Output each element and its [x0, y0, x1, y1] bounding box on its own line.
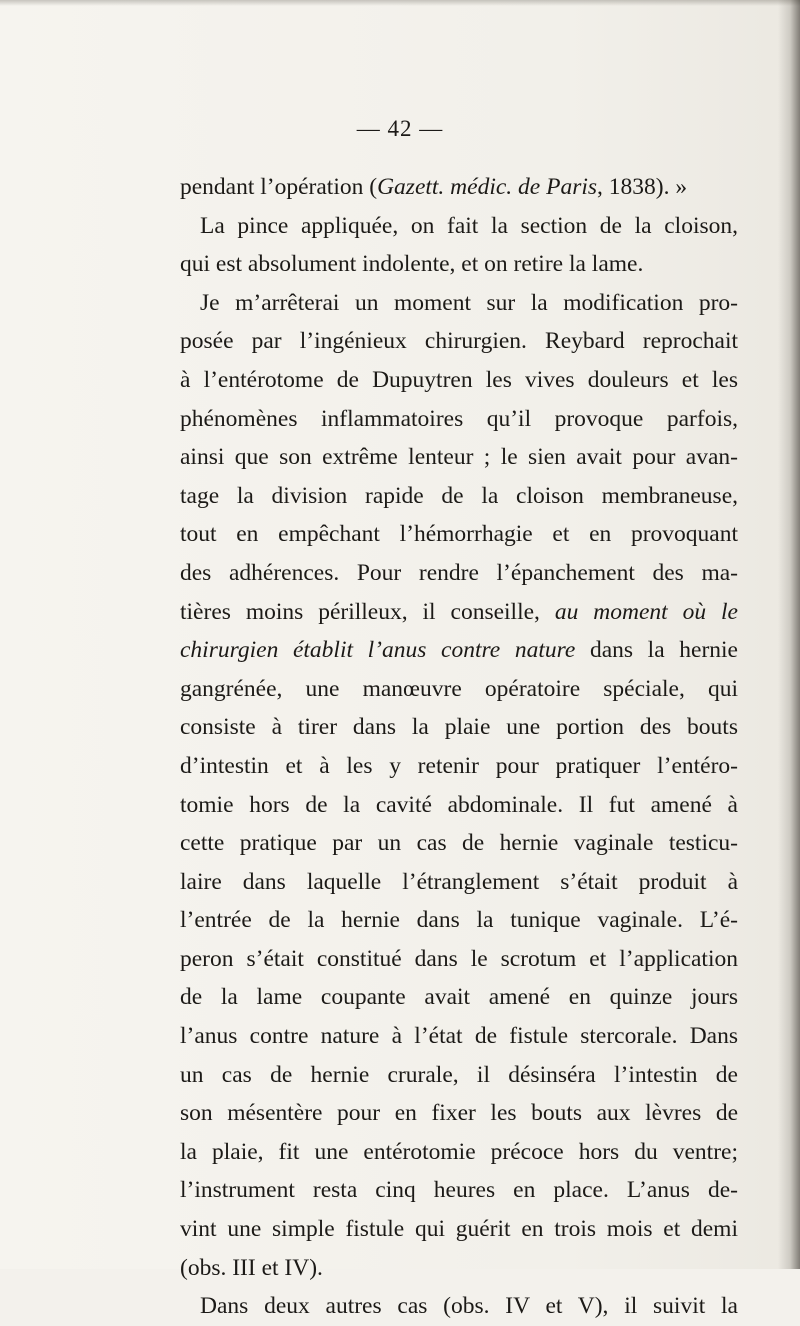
text-line [180, 786, 738, 825]
text-segment: un cas de hernie crurale, il désinséra l’intestin de [180, 1061, 738, 1088]
text-segment: Dans deux autres cas (obs. IV et V), il suivit la [200, 1293, 738, 1320]
text-segment: l’instrument resta cinq heures en place. L’anus de- [180, 1177, 738, 1204]
text-line [180, 1210, 738, 1249]
text-line [180, 940, 738, 979]
text-segment: son mésentère pour en fixer les bouts aux lèvres de [180, 1100, 738, 1127]
text-segment: posée par l’ingénieux chirurgien. Reybard reprochait [180, 328, 738, 355]
text-segment: phénomènes inflammatoires qu’il provoque parfois, [180, 405, 738, 432]
page-number-header: — 42 — [356, 116, 444, 141]
text-segment: l’anus contre nature à l’état de fistule stercorale. Dans [180, 1023, 738, 1050]
text-line [180, 284, 738, 323]
text-segment: à l’entérotome de Dupuytren les vives douleurs et les [180, 366, 738, 393]
text-segment: laire dans laquelle l’étranglement s’était produit à [180, 868, 738, 895]
text-segment: tage la division rapide de la cloison membraneuse, [180, 482, 738, 509]
text-segment: (obs. III et IV). [180, 1254, 323, 1281]
text-segment: tout en empêchant l’hémorrhagie et en provoquant [180, 521, 738, 548]
text-segment: La pince appliquée, on fait la section de la cloison, [200, 212, 738, 239]
text-line [180, 670, 738, 709]
text-line [180, 1017, 738, 1056]
text-segment: l’entrée de la hernie dans la tunique vaginale. L’é- [180, 907, 738, 934]
text-segment: tières moins périlleux, il conseille, [180, 598, 555, 625]
text-segment: pendant l’opération ( [180, 174, 378, 200]
text-segment: ainsi que son extrême lenteur ; le sien avait pour avan- [180, 444, 738, 471]
text-segment: des adhérences. Pour rendre l’épanchement des ma- [180, 559, 738, 586]
text-line [180, 515, 738, 554]
text-line [180, 400, 738, 439]
italic-text-segment: au moment où le [554, 598, 738, 625]
text-line [180, 824, 738, 863]
text-segment: peron s’était constitué dans le scrotum et l’application [180, 945, 738, 972]
text-line [180, 1133, 738, 1172]
text-line [180, 168, 738, 207]
page-binding-shadow [778, 0, 800, 1269]
text-line [180, 1094, 738, 1133]
text-line [180, 1056, 738, 1095]
text-line [180, 708, 738, 747]
text-line [180, 477, 738, 516]
text-segment: tomie hors de la cavité abdominale. Il fut amené à [180, 791, 738, 818]
italic-text-segment: Gazett. médic. de Paris [377, 174, 598, 200]
text-segment: dans la hernie [575, 637, 738, 664]
text-line [180, 593, 738, 632]
text-segment: , 1838). » [597, 174, 688, 200]
text-line [180, 1249, 738, 1288]
page-top-edge [0, 0, 800, 6]
text-segment: d’intestin et à les y retenir pour pratiquer l’entéro- [180, 752, 738, 779]
text-segment: Je m’arrêterai un moment sur la modification pro- [200, 289, 738, 316]
text-segment: de la lame coupante avait amené en quinze jours [180, 984, 738, 1011]
text-line [180, 901, 738, 940]
italic-text-segment: chirurgien établit l’anus contre nature [180, 637, 576, 664]
text-line [180, 554, 738, 593]
text-segment: qui est absolument indolente, et on retire la lame. [180, 251, 644, 278]
text-segment: consiste à tirer dans la plaie une portion des bouts [180, 714, 738, 741]
text-line [180, 361, 738, 400]
text-segment: vint une simple fistule qui guérit en trois mois et demi [180, 1216, 738, 1243]
text-line [180, 1287, 738, 1326]
text-line [180, 978, 738, 1017]
text-line [180, 863, 738, 902]
text-line [180, 207, 738, 246]
text-line [180, 438, 738, 477]
text-line [180, 1171, 738, 1210]
text-line [180, 322, 738, 361]
text-line [180, 747, 738, 786]
text-segment: cette pratique par un cas de hernie vaginale testicu- [180, 830, 738, 857]
text-segment: la plaie, fit une entérotomie précoce hors du ventre; [180, 1138, 738, 1165]
body-text [180, 168, 738, 1326]
text-line [180, 631, 738, 670]
text-line [180, 245, 738, 284]
text-segment: gangrénée, une manœuvre opératoire spéciale, qui [180, 675, 738, 702]
